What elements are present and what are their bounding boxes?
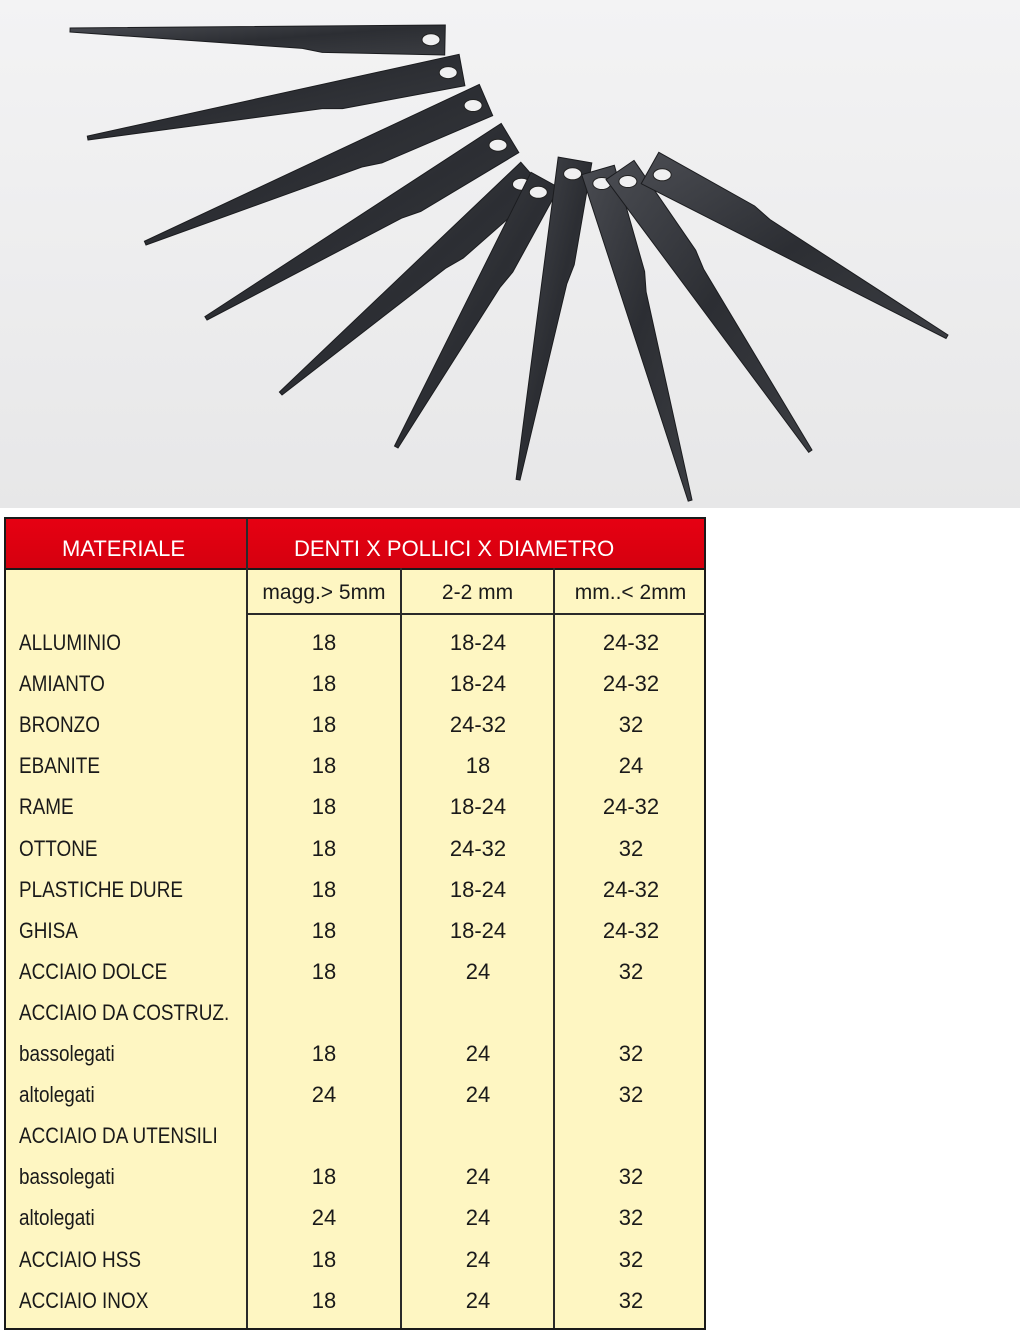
subheader-large: magg.> 5mm [262, 581, 386, 604]
value-cell: 24-32 [602, 917, 660, 943]
material-cell: GHISA [19, 917, 78, 943]
blade-hole-icon [439, 67, 457, 79]
value-cell: 24 [465, 1287, 491, 1313]
value-cell: 18 [311, 958, 337, 984]
value-cell: 18 [311, 1246, 337, 1272]
blade-hole-icon [422, 34, 440, 46]
material-cell: PLASTICHE DURE [19, 876, 184, 902]
material-cell: ACCIAIO DA COSTRUZ. [19, 999, 230, 1025]
material-cell: RAME [19, 794, 74, 820]
material-cell: AMIANTO [19, 671, 105, 697]
material-cell: ACCIAIO DOLCE [19, 958, 168, 984]
teeth-per-inch-table [4, 517, 706, 1330]
value-cell: 18-24 [449, 876, 507, 902]
value-cell: 18 [311, 753, 337, 779]
value-cell: 24 [311, 1082, 337, 1108]
blade-hole-icon [619, 176, 637, 188]
blade-hole-icon [464, 100, 482, 112]
value-cell: 32 [618, 1246, 644, 1272]
material-cell: ALLUMINIO [19, 630, 121, 655]
value-cell: 24 [465, 1246, 491, 1272]
material-cell: OTTONE [19, 835, 98, 861]
value-cell: 24 [465, 958, 491, 984]
value-cell: 32 [618, 1041, 644, 1066]
saw-blades-photo [0, 0, 1020, 508]
material-cell: ACCIAIO DA UTENSILI [19, 1123, 218, 1149]
value-cell: 24 [465, 1164, 491, 1190]
value-cell: 18 [311, 917, 337, 943]
material-cell: BRONZO [19, 712, 100, 738]
value-cell: 24-32 [602, 671, 660, 697]
value-cell: 24 [618, 753, 644, 779]
saw-blade-icon [70, 25, 445, 55]
value-cell: 24-32 [449, 712, 507, 738]
material-cell: altolegati [19, 1082, 95, 1108]
value-cell: 18 [311, 1041, 337, 1066]
value-cell: 32 [618, 1082, 644, 1108]
value-cell: 32 [618, 1205, 644, 1231]
value-cell: 24 [465, 1041, 491, 1066]
value-cell: 24-32 [602, 630, 660, 655]
material-cell: ACCIAIO INOX [19, 1287, 149, 1313]
value-cell: 24-32 [602, 794, 660, 820]
value-cell: 18 [311, 1164, 337, 1190]
blade-hole-icon [653, 169, 671, 181]
value-cell: 18 [311, 671, 337, 697]
value-cell: 32 [618, 712, 644, 738]
saw-blades-icon [0, 0, 1020, 508]
material-cell: bassolegati [19, 1041, 115, 1066]
blade-hole-icon [564, 168, 582, 180]
value-cell: 18-24 [449, 794, 507, 820]
value-cell: 24-32 [602, 876, 660, 902]
header-materiale: MATERIALE [62, 536, 186, 561]
material-cell: bassolegati [19, 1164, 115, 1190]
value-cell: 18 [311, 876, 337, 902]
blade-hole-icon [489, 139, 507, 151]
value-cell: 18-24 [449, 917, 507, 943]
material-cell: EBANITE [19, 753, 100, 779]
value-cell: 18-24 [449, 630, 507, 655]
value-cell: 18 [311, 712, 337, 738]
value-cell: 24 [311, 1205, 337, 1231]
value-cell: 32 [618, 835, 644, 861]
material-cell: ACCIAIO HSS [19, 1246, 141, 1272]
subheader-small: mm..< 2mm [574, 581, 687, 604]
value-cell: 18 [465, 753, 491, 779]
value-cell: 18 [311, 835, 337, 861]
value-cell: 18 [311, 630, 337, 655]
divider [246, 613, 706, 615]
value-cell: 18 [311, 794, 337, 820]
header-denti: DENTI X POLLICI X DIAMETRO [294, 536, 615, 561]
value-cell: 18-24 [449, 671, 507, 697]
value-cell: 18 [311, 1287, 337, 1313]
value-cell: 32 [618, 958, 644, 984]
value-cell: 24 [465, 1205, 491, 1231]
table-header [6, 519, 704, 570]
value-cell: 32 [618, 1164, 644, 1190]
subheader-medium: 2-2 mm [441, 581, 514, 604]
material-cell: altolegati [19, 1205, 95, 1231]
value-cell: 24 [465, 1082, 491, 1108]
blade-hole-icon [529, 186, 547, 198]
value-cell: 32 [618, 1287, 644, 1313]
value-cell: 24-32 [449, 835, 507, 861]
